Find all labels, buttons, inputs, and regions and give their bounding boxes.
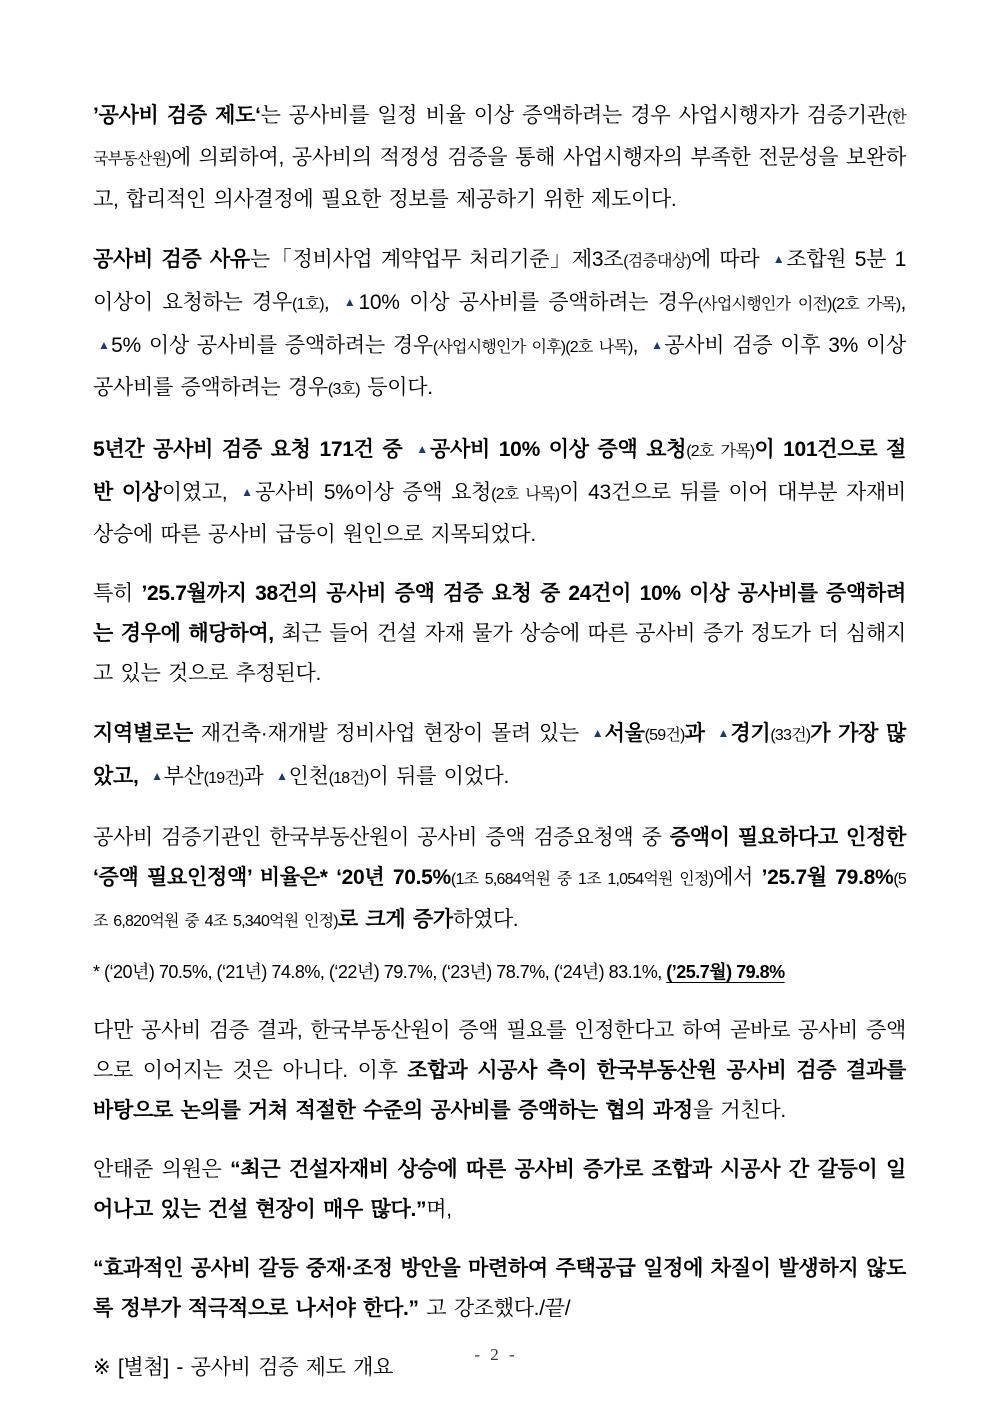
bullet-triangle-icon: ▲: [276, 769, 288, 783]
text-segment: 5년간 공사비 검증 요청 171건 중: [93, 438, 412, 461]
paragraph-ratio-increase: [93, 818, 906, 942]
bullet-triangle-icon: ▲: [651, 338, 664, 352]
text-segment: 특히: [93, 582, 142, 605]
text-segment: “효과적인 공사비 갈등 중재·조정 방안을 마련하여 주택공급 일정에 차질이 발생하지 않도록 정부가 적극적으로 나서야 한다.”: [93, 1257, 906, 1320]
text-segment: 을 거친다.: [692, 1099, 786, 1122]
text-segment: 공사비 검증기관인 한국부동산원이 공사비 증액 검증요청액 중: [93, 826, 670, 849]
bullet-triangle-icon: ▲: [416, 442, 430, 456]
text-segment: ,: [632, 334, 647, 357]
text-segment: 이 101건으로 절반 이상: [93, 438, 906, 504]
text-segment: (검증대상): [623, 253, 691, 270]
text-segment: 조합과 시공사 측이 한국부동산원 공사비 검증 결과를 바탕으로 논의를 거쳐 적절한 수준의 공사비를 증액하는 협의 과정: [93, 1059, 906, 1122]
bullet-triangle-icon: ▲: [241, 485, 255, 499]
paragraph-5year-stats: [93, 429, 906, 555]
paragraph-regional-stats: [93, 713, 906, 799]
text-segment: 며,: [426, 1198, 452, 1221]
text-segment: (사업시행인가 이후)(2호 나목): [432, 339, 633, 356]
text-segment: 공사비 검증 사유: [93, 248, 250, 271]
text-segment: 고 강조했다./끝/: [418, 1297, 571, 1320]
text-segment: 이 43건으로 뒤를 이어 대부분 자재비 상승에 따른 공사비 급등이 원인으로 지목되었다.: [93, 481, 907, 546]
bullet-triangle-icon: ▲: [772, 252, 786, 266]
text-segment: 조합원 5분 1 이상이 요청하는 경우: [93, 248, 906, 314]
bullet-triangle-icon: ▲: [343, 295, 358, 309]
text-segment: 서울: [604, 722, 645, 745]
paragraph-negotiation-process: [93, 1011, 906, 1131]
text-segment: (3호): [327, 381, 360, 398]
text-segment: ,: [900, 291, 907, 314]
document-body: [93, 96, 906, 1403]
text-segment: 하였다.: [452, 908, 519, 931]
text-segment: * (‘20년) 70.5%, (‘21년) 74.8%, (‘22년) 79.7%, (‘23년) 78.7%, (‘24년) 83.1%,: [93, 962, 667, 982]
text-segment: [139, 765, 147, 788]
text-segment: 는「정비사업 계약업무 처리기준」제3조: [249, 248, 624, 271]
text-segment: 공사비 5%이상 증액 요청: [255, 481, 492, 504]
text-segment: (1호): [292, 296, 324, 313]
text-segment: 이 뒤를 이었다.: [368, 765, 510, 788]
paragraph-quote-2: [93, 1249, 906, 1329]
text-segment: 는 공사비를 일정 비율 이상 증액하려는 경우 사업시행자가 검증기관: [260, 104, 887, 127]
text-segment: 공사비 10% 이상 증액 요청: [430, 438, 687, 461]
bullet-triangle-icon: ▲: [151, 769, 163, 783]
paragraph-verification-reasons: [93, 239, 906, 410]
text-segment: 부산: [163, 765, 204, 788]
paragraph-definition: [93, 96, 906, 220]
text-segment: 지역별로는: [93, 722, 193, 745]
text-segment: 로 크게 증가: [337, 908, 453, 931]
text-segment: (사업시행인가 이전)(2호 가목): [697, 296, 901, 313]
paragraph-2025-stats: [93, 574, 906, 694]
text-segment: 과: [684, 722, 713, 745]
paragraph-quote-1: [93, 1150, 906, 1230]
text-segment: (33건): [770, 727, 811, 744]
text-segment: (한국부동산원): [93, 109, 906, 168]
text-segment: ※ [별첨] - 공사비 검증 제도 개요: [93, 1356, 394, 1379]
text-segment: (1조 5,684억원 중 1조 1,054억원 인정): [450, 871, 714, 888]
bullet-triangle-icon: ▲: [591, 726, 604, 740]
text-segment: “최근 건설자재비 상승에 따른 공사비 증가로 조합과 시공사 간 갈등이 일어나고 있는 건설 현장이 매우 많다.”: [93, 1158, 906, 1221]
text-segment: (2호 나목): [491, 486, 560, 503]
page-number: - 2 -: [474, 1345, 518, 1364]
footnote-yearly-ratios: [93, 957, 906, 987]
text-segment: (19건): [203, 770, 244, 787]
text-segment: 최근 들어 건설 자재 물가 상승에 따른 공사비 증가 정도가 더 심해지고 있는 것으로 추정된다.: [93, 622, 906, 685]
text-segment: 5% 이상 공사비를 증액하려는 경우: [111, 334, 433, 357]
text-segment: 가 가장 많았고,: [93, 722, 906, 788]
text-segment: 공사비 검증 이후 3% 이상 공사비를 증액하려는 경우: [93, 334, 907, 399]
text-segment: ’25.7월 79.8%: [761, 866, 894, 889]
text-segment: 증액이 필요하다고 인정한 ‘증액 필요인정액’ 비율은* ‘20년 70.5%: [93, 826, 906, 889]
text-segment: 에 따라: [690, 248, 768, 271]
text-segment: (18건): [328, 770, 369, 787]
text-segment: 등이다.: [359, 376, 433, 399]
bullet-triangle-icon: ▲: [98, 338, 111, 352]
text-segment: (5조 6,820억원 중 4조 5,340억원 인정): [93, 871, 906, 930]
text-segment: 다만 공사비 검증 결과, 한국부동산원이 증액 필요를 인정한다고 하여 곧바로 공사비 증액으로 이어지는 것은 아니다. 이후: [93, 1019, 906, 1082]
text-segment: ’25.7월까지 38건의 공사비 증액 검증 요청 중 24건이 10% 이상 공사비를 증액하려는 경우에 해당하여,: [93, 582, 906, 645]
text-segment: (2호 가목): [686, 443, 755, 460]
text-segment: 재건축·재개발 정비사업 현장이 몰려 있는: [192, 722, 587, 745]
text-segment: 인천: [288, 765, 329, 788]
text-segment: 에 의뢰하여, 공사비의 적정성 검증을 통해 사업시행자의 부족한 전문성을 보완하고, 합리적인 의사결정에 필요한 정보를 제공하기 위한 제도이다.: [93, 146, 906, 211]
text-segment: 안태준 의원은: [93, 1158, 231, 1181]
text-segment: 이였고,: [161, 481, 237, 504]
text-segment: (59건): [644, 727, 685, 744]
text-segment: (’25.7월) 79.8%: [666, 962, 785, 982]
text-segment: ’공사비 검증 제도‘: [93, 104, 261, 127]
text-segment: 에서: [713, 866, 762, 889]
text-segment: 경기: [730, 722, 771, 745]
bullet-triangle-icon: ▲: [717, 726, 730, 740]
text-segment: 과: [243, 765, 272, 788]
text-segment: 10% 이상 공사비를 증액하려는 경우: [358, 291, 698, 314]
text-segment: ,: [323, 291, 339, 314]
